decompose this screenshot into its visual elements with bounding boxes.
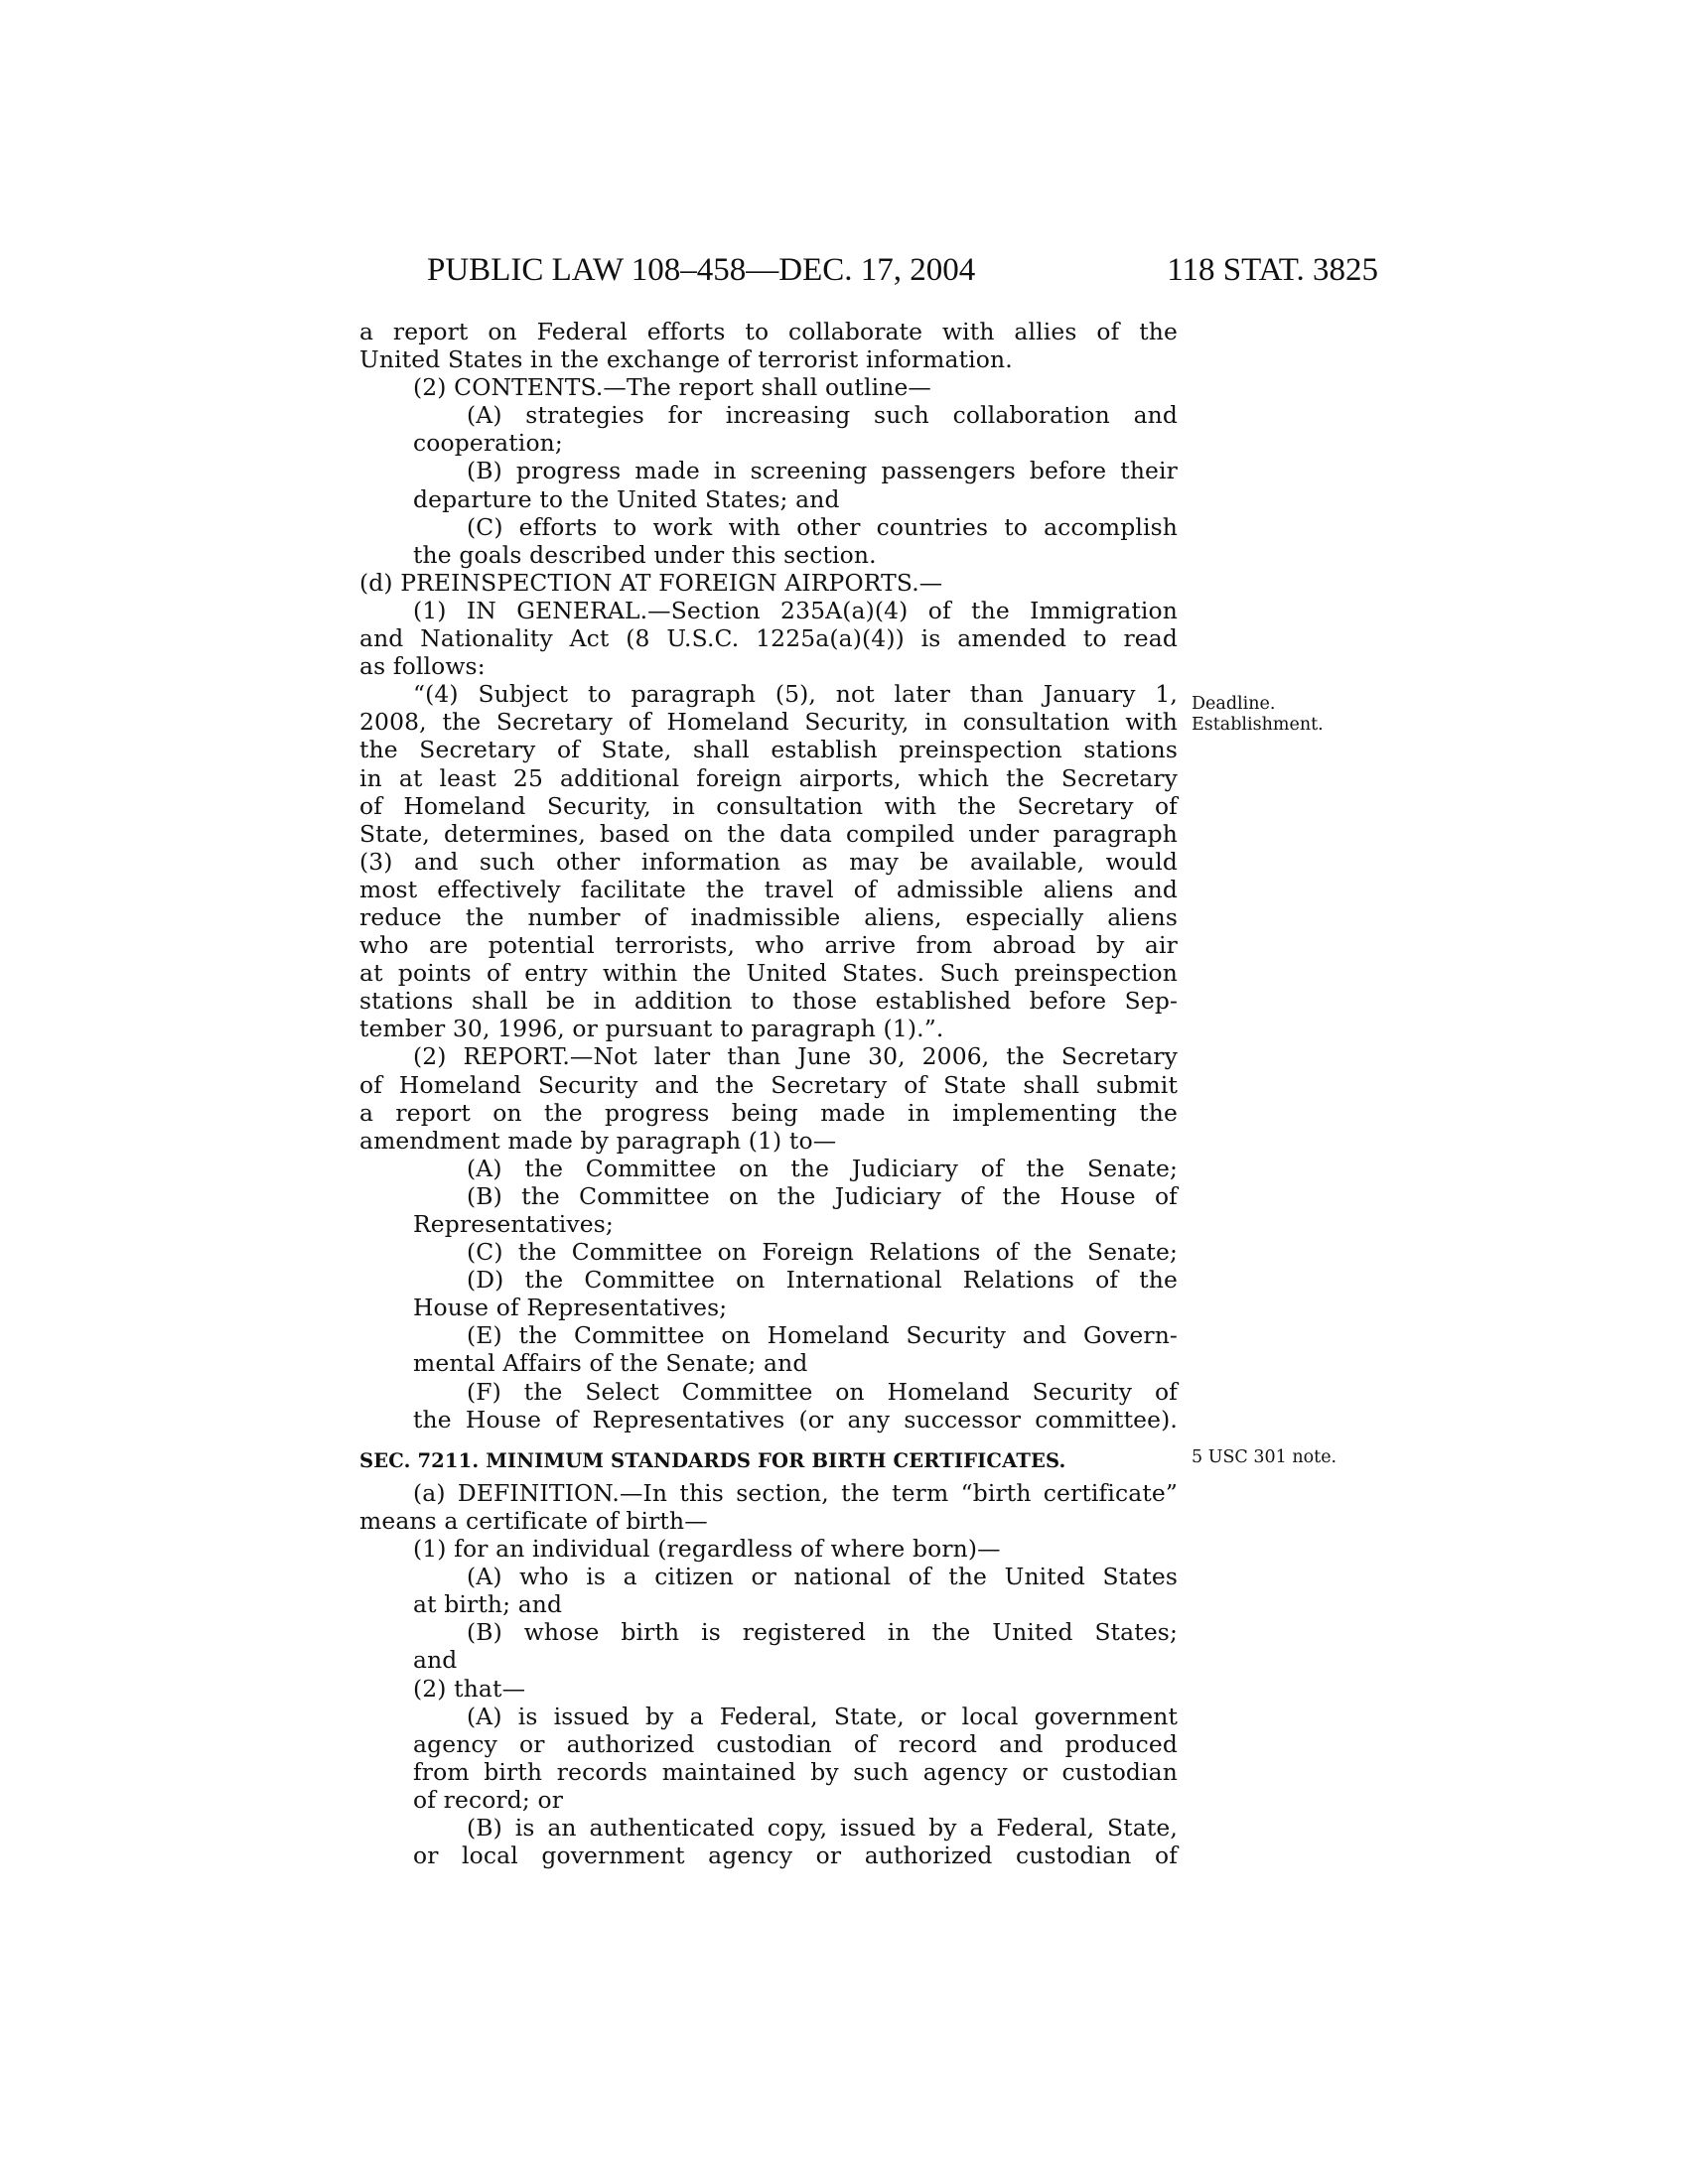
text-line: and: [413, 1646, 458, 1675]
text-line: (A) who is a citizen or national of the United States: [467, 1563, 1178, 1591]
text-line: of Homeland Security, in consultation with the Secretary of: [359, 791, 1178, 820]
text-line: (A) is issued by a Federal, State, or local government: [467, 1702, 1178, 1730]
text-line: (2) REPORT.—Not later than June 30, 2006, the Secretary: [413, 1042, 1178, 1071]
subsection-heading-d: (d) PREINSPECTION AT FOREIGN AIRPORTS.—: [359, 568, 943, 597]
text-line: as follows:: [359, 652, 486, 681]
text-line: amendment made by paragraph (1) to—: [359, 1126, 837, 1155]
text-line: the goals described under this section.: [413, 540, 877, 569]
text-line: at points of entry within the United States. Such preinspection: [359, 959, 1178, 988]
text-line: a report on the progress being made in implementing the: [359, 1098, 1178, 1127]
text-line: 2008, the Secretary of Homeland Security, in consultation with: [359, 708, 1178, 737]
text-line: the House of Representatives (or any successor committee).: [413, 1405, 1178, 1433]
text-line: (B) progress made in screening passengers before their: [467, 457, 1178, 485]
text-line: (C) the Committee on Foreign Relations of the Senate;: [467, 1238, 1178, 1267]
text-line: House of Representatives;: [413, 1294, 728, 1322]
text-line: (B) the Committee on the Judiciary of the House of: [467, 1181, 1178, 1210]
text-line: most effectively facilitate the travel of admissible aliens and: [359, 875, 1178, 903]
text-line: of Homeland Security and the Secretary of State shall submit: [359, 1070, 1178, 1099]
text-line: means a certificate of birth—: [359, 1506, 708, 1535]
margin-note-establishment: Establishment.: [1192, 715, 1324, 735]
statute-page-number: 118 STAT. 3825: [1167, 252, 1378, 288]
text-line: (2) CONTENTS.—The report shall outline—: [413, 373, 931, 402]
text-line: (C) efforts to work with other countries to accomplish: [467, 512, 1178, 541]
text-line: (A) strategies for increasing such collaboration and: [467, 401, 1178, 430]
text-line: departure to the United States; and: [413, 484, 840, 513]
text-line: State, determines, based on the data compiled under paragraph: [359, 819, 1178, 848]
text-line: a report on Federal efforts to collaborate with allies of the: [359, 318, 1178, 345]
text-line: (D) the Committee on International Relations of the: [467, 1266, 1178, 1295]
margin-note-deadline: Deadline.: [1192, 694, 1276, 714]
text-line: agency or authorized custodian of record and produced: [413, 1729, 1178, 1758]
public-law-citation: PUBLIC LAW 108–458—DEC. 17, 2004: [427, 252, 976, 288]
document-body: [359, 318, 1178, 1869]
text-line: stations shall be in addition to those established before Sep-: [359, 987, 1178, 1016]
text-line: (1) IN GENERAL.—Section 235A(a)(4) of the Immigration: [413, 596, 1178, 624]
text-line: and Nationality Act (8 U.S.C. 1225a(a)(4)) is amended to read: [359, 624, 1178, 653]
text-line: cooperation;: [413, 429, 563, 458]
text-line: the Secretary of State, shall establish preinspection stations: [359, 736, 1178, 764]
text-line: “(4) Subject to paragraph (5), not later than January 1,: [413, 680, 1178, 709]
text-line: (A) the Committee on the Judiciary of the Senate;: [467, 1154, 1178, 1182]
text-line: (1) for an individual (regardless of where born)—: [413, 1535, 1001, 1564]
text-line: in at least 25 additional foreign airports, which the Secretary: [359, 763, 1178, 792]
text-line: or local government agency or authorized custodian of: [413, 1842, 1178, 1870]
text-line: of record; or: [413, 1785, 564, 1814]
text-line: (B) whose birth is registered in the United States;: [467, 1618, 1178, 1647]
text-line: tember 30, 1996, or pursuant to paragraph (1).”.: [359, 1015, 944, 1043]
text-line: (2) that—: [413, 1674, 526, 1703]
section-heading: SEC. 7211. MINIMUM STANDARDS FOR BIRTH CERTIFICATES.: [359, 1448, 1066, 1472]
text-line: (E) the Committee on Homeland Security and Govern-: [467, 1321, 1178, 1350]
text-line: mental Affairs of the Senate; and: [413, 1349, 808, 1378]
text-line: reduce the number of inadmissible aliens, especially aliens: [359, 902, 1178, 931]
margin-note-usc: 5 USC 301 note.: [1192, 1447, 1337, 1467]
text-line: (3) and such other information as may be available, would: [359, 847, 1178, 876]
text-line: (F) the Select Committee on Homeland Security of: [467, 1377, 1178, 1406]
text-line: (a) DEFINITION.—In this section, the term “birth certificate”: [413, 1478, 1178, 1507]
text-line: United States in the exchange of terrorist information.: [359, 345, 1013, 374]
text-line: who are potential terrorists, who arrive from abroad by air: [359, 931, 1178, 960]
text-line: at birth; and: [413, 1590, 563, 1619]
page-header: [427, 252, 1378, 288]
text-line: Representatives;: [413, 1210, 614, 1238]
text-line: (B) is an authenticated copy, issued by a Federal, State,: [467, 1813, 1178, 1842]
text-line: from birth records maintained by such agency or custodian: [413, 1757, 1178, 1786]
